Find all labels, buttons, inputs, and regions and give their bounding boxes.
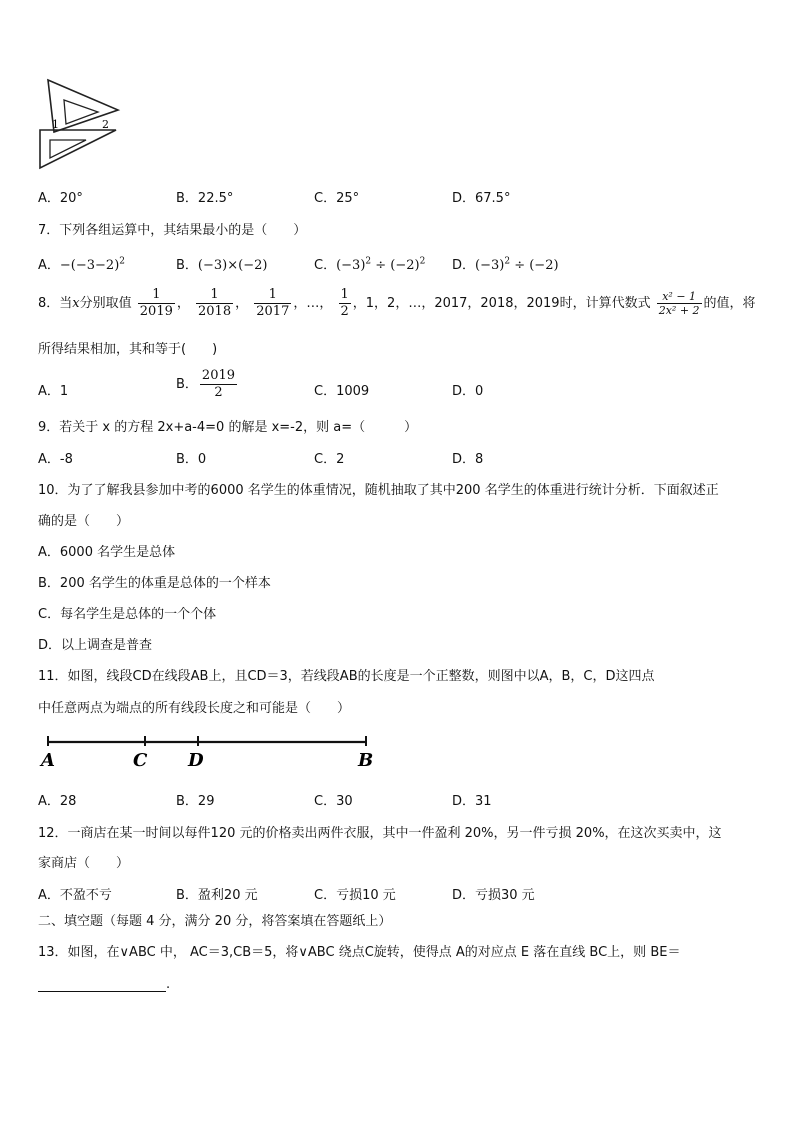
- fraction-1-2018: $\frac{1}{2018}$: [198, 287, 232, 319]
- q7-option-a: A．$-(-3-2)^2$: [38, 256, 126, 273]
- q11-option-d: D．31: [452, 794, 492, 809]
- angle-label-1: 1: [52, 118, 59, 131]
- q7-option-b: B．(−3)×(−2): [176, 258, 268, 273]
- q11-option-a: A．28: [38, 794, 77, 809]
- q10-line1: 10．为了了解我县参加中考的6000 名学生的体重情况，随机抽取了其中200 名学生的体重进行统计分析．下面叙述正: [38, 483, 719, 498]
- q8-option-d: D．0: [452, 384, 484, 399]
- q9-option-a: A．-8: [38, 452, 73, 467]
- fraction-1-2017: $\frac{1}{2017}$: [256, 287, 290, 319]
- q6-option-d: D．67.5°: [452, 191, 511, 206]
- q10-option-d: D．以上调查是普查: [38, 638, 153, 653]
- q11-option-b: B．29: [176, 794, 215, 809]
- q7-option-d: D．$(-3)^2 \div (-2)$: [452, 256, 559, 273]
- q12-option-b: B．盈利20 元: [176, 888, 258, 903]
- fraction-1-2019: $\frac{1}{2019}$: [139, 287, 173, 319]
- q8-line2: 所得结果相加，其和等于( ): [38, 342, 218, 357]
- algebraic-fraction: $\frac{\text{x² − 1}}{\text{2x² + 2}}$: [658, 290, 700, 317]
- angle-label-2: 2: [102, 118, 109, 131]
- q11-line2: 中任意两点为端点的所有线段长度之和可能是（ ）: [38, 701, 351, 716]
- segment-figure: [36, 732, 386, 774]
- point-b: B: [358, 750, 374, 771]
- q6-option-a: A．20°: [38, 191, 83, 206]
- q10-option-a: A．6000 名学生是总体: [38, 545, 176, 560]
- bottom-triangle: [40, 130, 116, 168]
- q13-answer-line: .: [38, 977, 170, 992]
- q9-option-c: C．2: [314, 452, 345, 467]
- point-a: A: [41, 750, 55, 771]
- fraction-1-2: $\frac{1}{2}$: [340, 287, 349, 319]
- q12-option-c: C．亏损10 元: [314, 888, 396, 903]
- q9-option-b: B．0: [176, 452, 207, 467]
- q7-stem: 7．下列各组运算中，其结果最小的是（ ）: [38, 223, 307, 238]
- q12-option-d: D．亏损30 元: [452, 888, 535, 903]
- section-heading: 二、填空题（每题 4 分，满分 20 分，将答案填在答题纸上）: [38, 914, 392, 929]
- answer-blank[interactable]: [38, 977, 166, 992]
- q12-option-a: A．不盈不亏: [38, 888, 112, 903]
- q9-option-d: D．8: [452, 452, 484, 467]
- q9-stem: 9．若关于 x 的方程 2x+a-4=0 的解是 x=-2，则 a=（ ）: [38, 420, 418, 435]
- set-square-figure: [36, 72, 126, 172]
- q10-line2: 确的是（ ）: [38, 514, 130, 529]
- q10-option-b: B．200 名学生的体重是总体的一个样本: [38, 576, 271, 591]
- q8-option-b: B． $\frac{2019}{2}$: [176, 368, 236, 400]
- q13-line1: 13．如图，在∨ABC 中， AC＝3,CB＝5，将∨ABC 绕点C旋转，使得点 A的对应点 E 落在直线 BC上，则 BE＝: [38, 945, 681, 960]
- q10-option-c: C．每名学生是总体的一个个体: [38, 607, 217, 622]
- q8-option-a: A．1: [38, 384, 69, 399]
- q12-line2: 家商店（ ）: [38, 856, 130, 871]
- q6-option-c: C．25°: [314, 191, 360, 206]
- q7-option-c: C．$(-3)^2 \div (-2)^2$: [314, 256, 426, 273]
- q11-option-c: C．30: [314, 794, 353, 809]
- q11-line1: 11．如图，线段CD在线段AB上，且CD＝3，若线段AB的长度是一个正整数，则图中以A，B，C，D这四点: [38, 669, 655, 684]
- q8-option-c: C．1009: [314, 384, 370, 399]
- q8-line1: 8．当x分别取值 $\frac{1}{2019}$ ， $\frac{1}{2018}$ ， $\frac{1}{2017}$ ，…， $\frac{1}{2}$ ，1，2，…，2017，2018，2019时，计算代数式 $\frac{\text{x² − 1}}{\text{2x² + 2}}$ 的值，将: [38, 287, 756, 319]
- q12-line1: 12．一商店在某一时间以每件120 元的价格卖出两件衣服，其中一件盈利 20%，另一件亏损 20%，在这次买卖中，这: [38, 826, 722, 841]
- q6-option-b: B．22.5°: [176, 191, 234, 206]
- point-c: C: [133, 750, 148, 771]
- point-d: D: [188, 750, 204, 771]
